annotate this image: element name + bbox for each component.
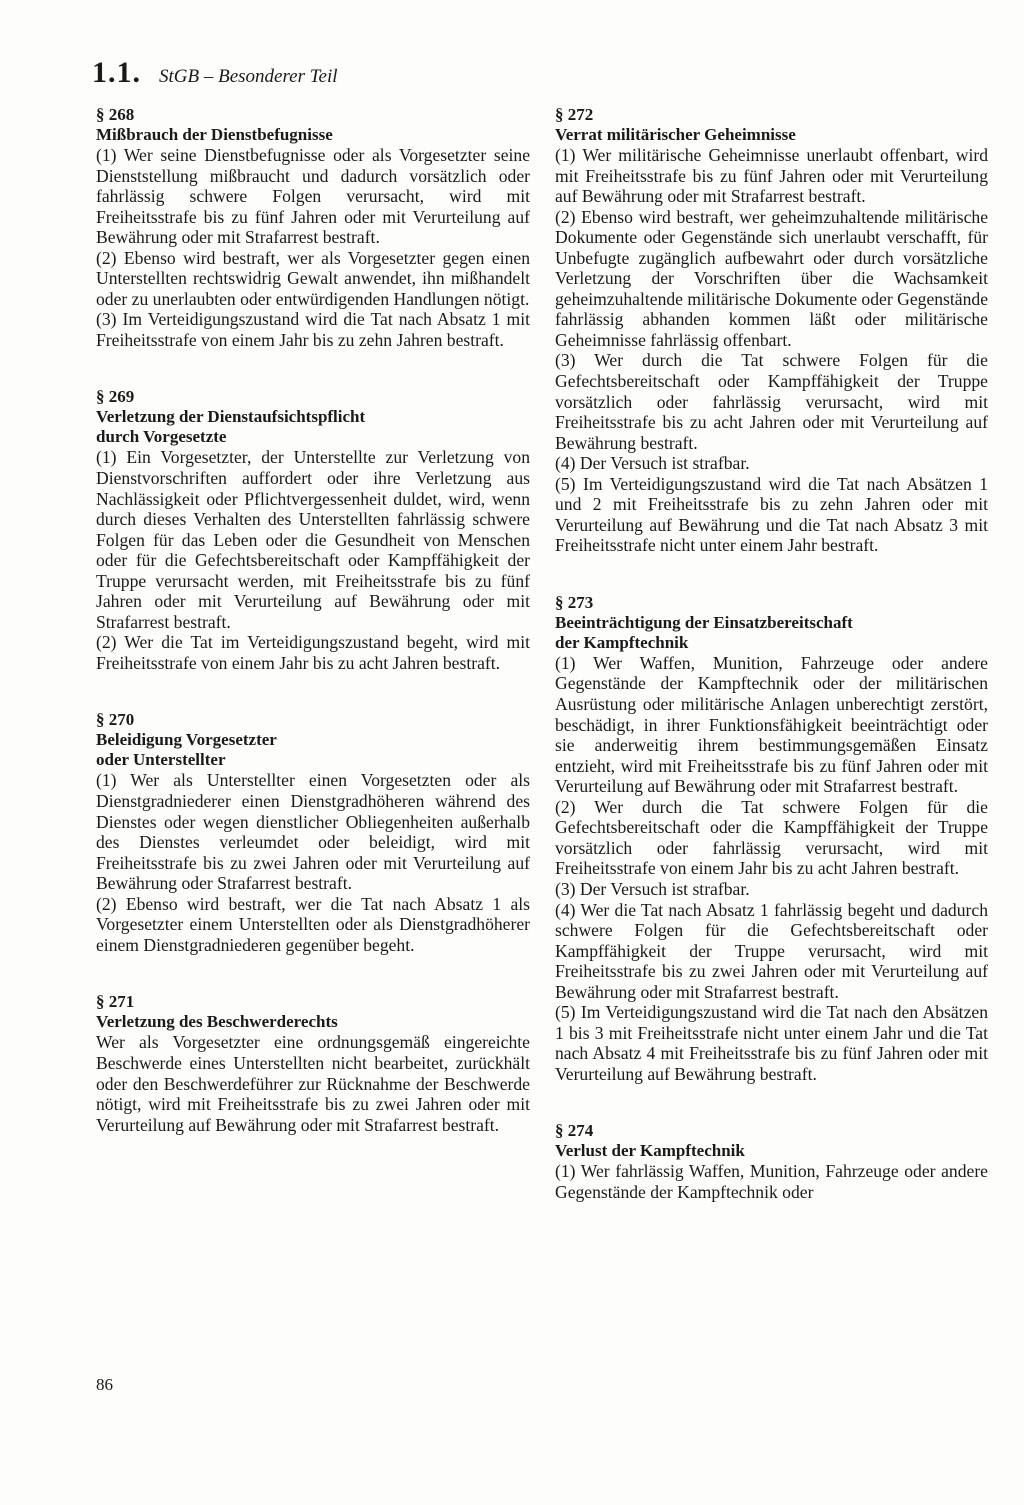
section-number: § 270 (96, 710, 135, 730)
section-number: § 274 (555, 1121, 594, 1141)
section-title: der Kampftechnik (555, 632, 689, 652)
section-title: Beleidigung Vorgesetzter (96, 730, 277, 750)
paragraph: (3) Der Versuch ist strafbar. (555, 878, 750, 899)
page-number: 86 (96, 1375, 113, 1394)
paragraph: (2) Wer durch die Tat schwere Folgen für die Gefechtsbereitschaft oder die Kampffähigkeit der Truppe vorsätzlich oder fahrlässig verursacht, wird mit Freiheitsstrafe von einem Jahr bis zu acht Jahren bestraft. (555, 796, 988, 879)
paragraph: (3) Im Verteidigungszustand wird die Tat nach Absatz 1 mit Freiheitsstrafe von einem Jahr bis zu zehn Jahren bestraft. (96, 309, 530, 350)
page-header (92, 56, 338, 90)
section (555, 1120, 988, 1202)
section (96, 991, 530, 1135)
section (555, 104, 988, 556)
section-number: § 268 (96, 105, 135, 124)
paragraph: (2) Ebenso wird bestraft, wer geheimzuhaltende militärische Dokumente oder Gegenstände sich unerlaubt verschafft, für Unbefugte zugänglich aufbewahrt oder durch vorsätzliche Verletzung der Vorschriften über die Wachsamkeit geheimzuhaltende militärische Dokumente oder Gegenstände fahrlässig abhanden kommen läßt oder militärische Geheimnisse fahrlässig offenbart. (555, 206, 988, 350)
section (96, 104, 530, 350)
paragraph: (1) Wer als Unterstellter einen Vorgesetzten oder als Dienstgradniederer einen Dienstgradhöheren während des Dienstes oder wegen dienstlicher Obliegenheiten außerhalb des Dienstes verleumdet oder beleidigt, wird mit Freiheitsstrafe bis zu zwei Jahren oder mit Verurteilung auf Bewährung oder Strafarrest bestraft. (96, 770, 530, 894)
paragraph: (1) Wer fahrlässig Waffen, Munition, Fahrzeuge oder andere Gegenstände der Kampftechnik oder (555, 1161, 988, 1202)
paragraph: (3) Wer durch die Tat schwere Folgen für die Gefechtsbereitschaft oder Kampffähigkeit der Truppe vorsätzlich oder fahrlässig verursacht, wird mit Freiheitsstrafe bis zu acht Jahren oder mit Verurteilung auf Bewährung bestraft. (555, 350, 988, 453)
paragraph: (4) Der Versuch ist strafbar. (555, 453, 750, 474)
paragraph: (5) Im Verteidigungszustand wird die Tat nach Absätzen 1 und 2 mit Freiheitsstrafe bis zu zehn Jahren oder mit Verurteilung auf Bewährung und die Tat nach Absatz 3 mit Freiheitsstrafe nicht unter einem Jahr bestraft. (555, 473, 988, 556)
section (555, 592, 988, 1084)
left-column (96, 104, 530, 1135)
section-title: Verlust der Kampftechnik (555, 1141, 745, 1161)
section-number: § 273 (555, 592, 594, 612)
paragraph: Wer als Vorgesetzter eine ordnungsgemäß eingereichte Beschwerde eines Unterstellten nicht bearbeitet, zurückhält oder den Beschwerdeführer zur Rücknahme der Beschwerde nötigt, wird mit Freiheitsstrafe bis zu zwei Jahren oder mit Verurteilung auf Bewährung oder mit Strafarrest bestraft. (96, 1032, 530, 1135)
section-title: Verletzung der Dienstaufsichtspflicht (96, 407, 366, 427)
section-title: durch Vorgesetzte (96, 427, 227, 447)
section-number: § 271 (96, 992, 135, 1012)
right-column (555, 104, 988, 1203)
paragraph: (1) Wer seine Dienstbefugnisse oder als Vorgesetzter seine Dienststellung mißbraucht und dadurch vorsätzlich oder fahrlässig schwere Folgen verursacht, wird mit Freiheitsstrafe bis zu fünf Jahren oder mit Verurteilung auf Bewährung oder mit Strafarrest bestraft. (96, 145, 530, 248)
section (96, 386, 530, 673)
section-title: oder Unterstellter (96, 750, 226, 770)
chapter-number: 1.1. (92, 56, 141, 89)
section-number: § 272 (555, 105, 594, 124)
chapter-title: StGB – Besonderer Teil (159, 66, 338, 87)
paragraph: (1) Ein Vorgesetzter, der Unterstellte zur Verletzung von Dienstvorschriften auffordert oder ihre Verletzung aus Nachlässigkeit oder Pflichtvergessenheit duldet, wird, wenn durch dieses Verhalten des Unterstellten fahrlässig schwere Folgen für das Leben oder die Gesundheit von Menschen oder für die Gefechtsbereitschaft oder Kampffähigkeit der Truppe verursacht werden, mit Freiheitsstrafe bis zu fünf Jahren oder mit Verurteilung auf Bewährung oder mit Strafarrest bestraft. (96, 447, 530, 632)
paragraph: (2) Ebenso wird bestraft, wer als Vorgesetzter gegen einen Unterstellten rechtswidrig Gewalt anwendet, ihn mißhandelt oder zu unerlaubten oder entwürdigenden Handlungen nötigt. (96, 247, 530, 309)
paragraph: (1) Wer militärische Geheimnisse unerlaubt offenbart, wird mit Freiheitsstrafe bis zu fünf Jahren oder mit Verurteilung auf Bewährung oder mit Strafarrest bestraft. (555, 145, 988, 207)
paragraph: (4) Wer die Tat nach Absatz 1 fahrlässig begeht und dadurch schwere Folgen für die Gefechtsbereitschaft oder Kampffähigkeit der Truppe verursacht, wird mit Freiheitsstrafe bis zu zwei Jahren oder mit Verurteilung auf Bewährung oder mit Strafarrest bestraft. (555, 899, 988, 1002)
section (96, 709, 530, 955)
paragraph: (5) Im Verteidigungszustand wird die Tat nach den Absätzen 1 bis 3 mit Freiheitsstrafe nicht unter einem Jahr und die Tat nach Absatz 4 mit Freiheitsstrafe bis zu fünf Jahren oder mit Verurteilung auf Bewährung bestraft. (555, 1002, 988, 1084)
paragraph: (1) Wer Waffen, Munition, Fahrzeuge oder andere Gegenstände der Kampftechnik oder der militärischen Ausrüstung oder militärische Anlagen unberechtigt zerstört, beschädigt, in ihrer Funktionsfähigkeit beeinträchtigt oder sie anderweitig ihrem bestimmungsgemäßen Einsatz entzieht, wird mit Freiheitsstrafe bis zu fünf Jahren oder mit Verurteilung auf Bewährung oder mit Strafarrest bestraft. (555, 652, 988, 797)
paragraph: (2) Ebenso wird bestraft, wer die Tat nach Absatz 1 als Vorgesetzter einem Unterstellten oder als Dienstgradhöherer einem Dienstgradniederen gegenüber begeht. (96, 893, 530, 955)
section-title: Verrat militärischer Geheimnisse (555, 125, 796, 144)
section-title: Verletzung des Beschwerderechts (96, 1012, 338, 1032)
paragraph: (2) Wer die Tat im Verteidigungszustand begeht, wird mit Freiheitsstrafe von einem Jahr bis zu acht Jahren bestraft. (96, 632, 530, 673)
section-title: Mißbrauch der Dienstbefugnisse (96, 125, 333, 144)
section-number: § 269 (96, 387, 135, 407)
section-title: Beeinträchtigung der Einsatzbereitschaft (555, 612, 853, 632)
